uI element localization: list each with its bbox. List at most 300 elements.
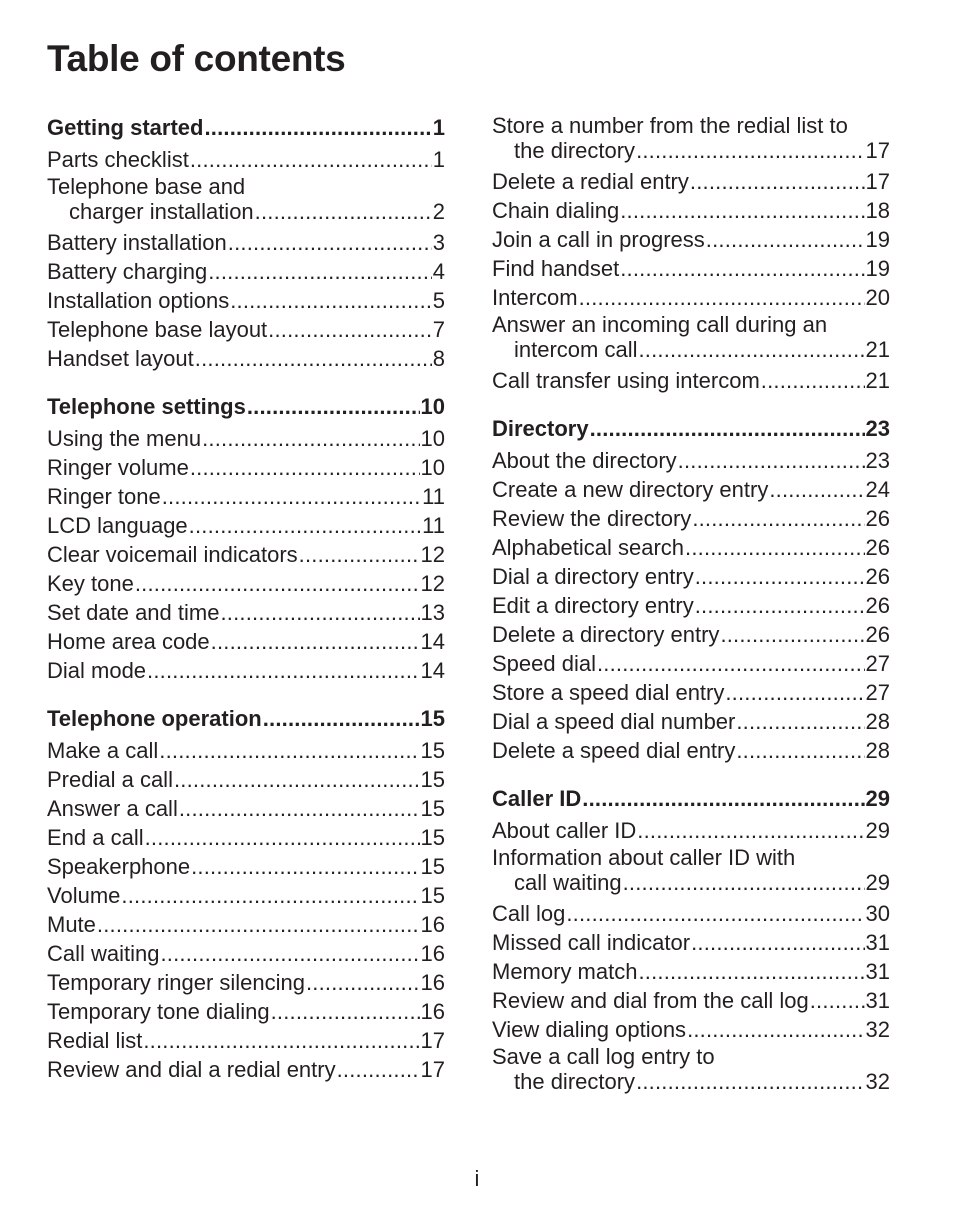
- toc-page-number: 29: [865, 870, 890, 895]
- toc-label: the directory: [514, 1069, 636, 1094]
- toc-row: [492, 167, 890, 196]
- toc-label: Installation options: [47, 288, 230, 313]
- dot-leader: [211, 627, 420, 656]
- toc-label: View dialing options: [492, 1017, 687, 1042]
- toc-entry-call-log[interactable]: [492, 899, 890, 928]
- dot-leader: [620, 196, 864, 225]
- dot-leader: [255, 199, 432, 224]
- toc-entry-mute[interactable]: [47, 910, 445, 939]
- toc-entry-answer-a-call[interactable]: [47, 794, 445, 823]
- toc-row: [492, 736, 890, 765]
- dot-leader: [736, 707, 864, 736]
- toc-label: About the directory: [492, 448, 677, 473]
- dot-leader: [590, 414, 865, 443]
- toc-page-number: 31: [865, 959, 890, 984]
- toc-row: [492, 225, 890, 254]
- toc-page-number: 26: [865, 506, 890, 531]
- toc-label: Clear voicemail indicators: [47, 542, 298, 567]
- toc-page-number: 29: [865, 818, 890, 843]
- toc-row: [492, 196, 890, 225]
- toc-label: Telephone operation: [47, 706, 262, 731]
- toc-page-number: 15: [420, 825, 445, 850]
- toc-row: [492, 533, 890, 562]
- toc-entry-delete-a-speed-dial-entry[interactable]: [492, 736, 890, 765]
- toc-entry-about-the-directory[interactable]: [492, 446, 890, 475]
- toc-page-number: 10: [420, 394, 445, 419]
- toc-entry-information-about-caller-id-with-call-waiting[interactable]: [492, 845, 890, 895]
- toc-page-number: 1: [432, 115, 445, 140]
- toc-page-number: 28: [865, 738, 890, 763]
- toc-row: [47, 424, 445, 453]
- dot-leader: [636, 1069, 864, 1094]
- toc-page-number: 19: [865, 256, 890, 281]
- dot-leader: [161, 939, 420, 968]
- toc-entry-temporary-ringer-silencing[interactable]: [47, 968, 445, 997]
- dot-leader: [638, 957, 864, 986]
- toc-row: [47, 315, 445, 344]
- toc-page-number: 2: [432, 199, 445, 224]
- toc-entry-memory-match[interactable]: [492, 957, 890, 986]
- toc-page-number: 28: [865, 709, 890, 734]
- toc-section-telephone-operation: [47, 704, 445, 1084]
- dot-leader: [191, 852, 419, 881]
- toc-label: Using the menu: [47, 426, 202, 451]
- toc-label: Set date and time: [47, 600, 220, 625]
- toc-label: Speed dial: [492, 651, 596, 676]
- toc-row: [492, 870, 890, 895]
- dot-leader: [706, 225, 865, 254]
- toc-page-number: 1: [432, 147, 445, 172]
- toc-page-number: 11: [422, 513, 445, 538]
- toc-section-telephone-settings: [47, 392, 445, 685]
- toc-label-line: Save a call log entry to: [492, 1044, 715, 1069]
- toc-label: Telephone base layout: [47, 317, 268, 342]
- dot-leader: [761, 366, 865, 395]
- toc-page-number: 27: [865, 651, 890, 676]
- dot-leader: [147, 656, 419, 685]
- toc-column-right: [492, 113, 890, 1113]
- toc-section-caller-id: [492, 784, 890, 1094]
- toc-row: [47, 794, 445, 823]
- toc-page-number: 26: [865, 622, 890, 647]
- toc-row: [492, 986, 890, 1015]
- toc-label: charger installation: [69, 199, 254, 224]
- toc-row: [492, 562, 890, 591]
- toc-label: Getting started: [47, 115, 204, 140]
- toc-entry-redial-list[interactable]: [47, 1026, 445, 1055]
- toc-row: [492, 816, 890, 845]
- toc-row: [492, 414, 890, 443]
- dot-leader: [202, 424, 419, 453]
- toc-page-number: 17: [865, 138, 890, 163]
- page-title: Table of contents: [47, 38, 346, 79]
- toc-page-number: 7: [432, 317, 445, 342]
- toc-entry-missed-call-indicator[interactable]: [492, 928, 890, 957]
- toc-entry-end-a-call[interactable]: [47, 823, 445, 852]
- toc-label: Memory match: [492, 959, 638, 984]
- toc-entry-installation-options[interactable]: [47, 286, 445, 315]
- toc-entry-telephone-base-layout[interactable]: [47, 315, 445, 344]
- toc-row: [492, 1069, 890, 1094]
- toc-page-number: 32: [865, 1069, 890, 1094]
- toc-heading-directory[interactable]: [492, 414, 890, 443]
- toc-page-number: 15: [420, 738, 445, 763]
- toc-label: Intercom: [492, 285, 578, 310]
- toc-label: Predial a call: [47, 767, 173, 792]
- toc-entry-review-and-dial-a-redial-entry[interactable]: [47, 1055, 445, 1084]
- dot-leader: [299, 540, 420, 569]
- dot-leader: [720, 620, 864, 649]
- dot-leader: [337, 1055, 420, 1084]
- toc-entry-review-the-directory[interactable]: [492, 504, 890, 533]
- toc-heading-telephone-settings[interactable]: [47, 392, 445, 421]
- toc-page-number: 16: [420, 999, 445, 1024]
- toc-row: [47, 482, 445, 511]
- toc-entry-make-a-call[interactable]: [47, 736, 445, 765]
- dot-leader: [204, 113, 431, 142]
- dot-leader: [736, 736, 864, 765]
- toc-page-number: 14: [420, 658, 445, 683]
- dot-leader: [692, 504, 864, 533]
- toc-label: Dial a speed dial number: [492, 709, 736, 734]
- dot-leader: [230, 286, 432, 315]
- toc-label: Join a call in progress: [492, 227, 705, 252]
- toc-page-number: 23: [865, 416, 890, 441]
- toc-label-line: Store a number from the redial list to: [492, 113, 848, 138]
- toc-row: [47, 113, 445, 142]
- toc-entry-edit-a-directory-entry[interactable]: [492, 591, 890, 620]
- toc-entry-speed-dial[interactable]: [492, 649, 890, 678]
- toc-label: Review the directory: [492, 506, 692, 531]
- toc-row: [47, 598, 445, 627]
- toc-row: [47, 257, 445, 286]
- toc-label: Parts checklist: [47, 147, 189, 172]
- toc-page-number: 18: [865, 198, 890, 223]
- toc-row: [492, 649, 890, 678]
- toc-label: Dial a directory entry: [492, 564, 694, 589]
- toc-entry-review-and-dial-from-the-call-log[interactable]: [492, 986, 890, 1015]
- dot-leader: [636, 138, 864, 163]
- toc-label: Edit a directory entry: [492, 593, 694, 618]
- toc-section-directory: [492, 414, 890, 765]
- toc-label: Delete a speed dial entry: [492, 738, 736, 763]
- toc-label-line: Answer an incoming call during an: [492, 312, 828, 337]
- toc-entry-battery-charging[interactable]: [47, 257, 445, 286]
- toc-row: [47, 1055, 445, 1084]
- toc-entry-temporary-tone-dialing[interactable]: [47, 997, 445, 1026]
- toc-row: [47, 145, 445, 174]
- toc-row: [492, 504, 890, 533]
- toc-label: Dial mode: [47, 658, 147, 683]
- toc-label: Delete a redial entry: [492, 169, 689, 194]
- toc-row: [47, 852, 445, 881]
- toc-label: Make a call: [47, 738, 159, 763]
- toc-entry-speakerphone[interactable]: [47, 852, 445, 881]
- toc-label: Ringer tone: [47, 484, 161, 509]
- toc-label: Speakerphone: [47, 854, 191, 879]
- toc-row: [492, 475, 890, 504]
- dot-leader: [268, 315, 432, 344]
- dot-leader: [228, 228, 432, 257]
- toc-page-number: 21: [865, 368, 890, 393]
- dot-leader: [690, 167, 865, 196]
- toc-page-number: 5: [432, 288, 445, 313]
- dot-leader: [145, 823, 420, 852]
- toc-label: Mute: [47, 912, 96, 937]
- toc-heading-caller-id[interactable]: [492, 784, 890, 813]
- toc-entry-handset-layout[interactable]: [47, 344, 445, 373]
- toc-entry-lcd-language[interactable]: [47, 511, 445, 540]
- toc-entry-predial-a-call[interactable]: [47, 765, 445, 794]
- toc-entry-ringer-volume[interactable]: [47, 453, 445, 482]
- toc-entry-about-caller-id[interactable]: [492, 816, 890, 845]
- dot-leader: [582, 784, 864, 813]
- toc-label: Call log: [492, 901, 566, 926]
- toc-row: [47, 881, 445, 910]
- toc-page-number: 21: [865, 337, 890, 362]
- dot-leader: [620, 254, 864, 283]
- toc-label: Alphabetical search: [492, 535, 685, 560]
- toc-page-number: 20: [865, 285, 890, 310]
- toc-label: Directory: [492, 416, 589, 441]
- toc-entry-find-handset[interactable]: [492, 254, 890, 283]
- toc-entry-ringer-tone[interactable]: [47, 482, 445, 511]
- dot-leader: [190, 453, 420, 482]
- toc-row: [492, 620, 890, 649]
- toc-entry-key-tone[interactable]: [47, 569, 445, 598]
- dot-leader: [263, 704, 420, 733]
- toc-row: [47, 939, 445, 968]
- toc-page-number: 32: [865, 1017, 890, 1042]
- toc-page-number: 15: [420, 767, 445, 792]
- toc-row: [492, 707, 890, 736]
- toc-entry-battery-installation[interactable]: [47, 228, 445, 257]
- toc-row: [47, 569, 445, 598]
- toc-label: Answer a call: [47, 796, 178, 821]
- toc-section-getting-started: [47, 113, 445, 373]
- toc-label: intercom call: [514, 337, 638, 362]
- toc-page-number: 31: [865, 988, 890, 1013]
- toc-label: Volume: [47, 883, 121, 908]
- toc-entry-view-dialing-options[interactable]: [492, 1015, 890, 1044]
- toc-row: [492, 366, 890, 395]
- toc-entry-create-a-new-directory-entry[interactable]: [492, 475, 890, 504]
- toc-row: [492, 283, 890, 312]
- toc-label: About caller ID: [492, 818, 637, 843]
- dot-leader: [725, 678, 864, 707]
- toc-row: [492, 446, 890, 475]
- toc-entry-answer-an-incoming-call-during-an-intercom-call[interactable]: [492, 312, 890, 362]
- dot-leader: [306, 968, 420, 997]
- dot-leader: [208, 257, 432, 286]
- toc-row: [492, 957, 890, 986]
- toc-entry-dial-mode[interactable]: [47, 656, 445, 685]
- toc-page-number: 11: [422, 484, 445, 509]
- toc-row: [47, 228, 445, 257]
- dot-leader: [638, 337, 864, 362]
- toc-label: Key tone: [47, 571, 134, 596]
- dot-leader: [687, 1015, 864, 1044]
- toc-page-number: 26: [865, 593, 890, 618]
- toc-page-number: 29: [865, 786, 890, 811]
- toc-label: Temporary ringer silencing: [47, 970, 305, 995]
- toc-row: [492, 784, 890, 813]
- toc-label: End a call: [47, 825, 144, 850]
- toc-entry-alphabetical-search[interactable]: [492, 533, 890, 562]
- toc-row: [492, 678, 890, 707]
- toc-entry-call-transfer-using-intercom[interactable]: [492, 366, 890, 395]
- toc-page-number: 16: [420, 941, 445, 966]
- toc-entry-volume[interactable]: [47, 881, 445, 910]
- dot-leader: [220, 598, 419, 627]
- dot-leader: [810, 986, 865, 1015]
- toc-entry-store-a-number-from-the-redial-list-to-the-directory[interactable]: [492, 113, 890, 163]
- toc-page-number: 10: [420, 426, 445, 451]
- dot-leader: [135, 569, 420, 598]
- toc-page-number: 17: [420, 1057, 445, 1082]
- toc-entry-intercom[interactable]: [492, 283, 890, 312]
- toc-column-left: [47, 113, 445, 1103]
- toc-page-number: 8: [432, 346, 445, 371]
- toc-label-line: Information about caller ID with: [492, 845, 796, 870]
- toc-label: Telephone settings: [47, 394, 246, 419]
- toc-row: [47, 627, 445, 656]
- dot-leader: [174, 765, 420, 794]
- toc-row: [492, 337, 890, 362]
- page-number: i: [474, 1166, 480, 1191]
- toc-entry-clear-voicemail-indicators[interactable]: [47, 540, 445, 569]
- toc-entry-delete-a-redial-entry[interactable]: [492, 167, 890, 196]
- dot-leader: [162, 482, 421, 511]
- toc-row: [47, 656, 445, 685]
- toc-row: [47, 910, 445, 939]
- toc-row: [47, 997, 445, 1026]
- toc-entry-save-a-call-log-entry-to-the-directory[interactable]: [492, 1044, 890, 1094]
- toc-page-number: 31: [865, 930, 890, 955]
- dot-leader: [579, 283, 865, 312]
- dot-leader: [143, 1026, 419, 1055]
- toc-page-number: 10: [420, 455, 445, 480]
- toc-label: Create a new directory entry: [492, 477, 769, 502]
- toc-page-number: 26: [865, 535, 890, 560]
- toc-label-line: Telephone base and: [47, 174, 246, 199]
- toc-entry-using-the-menu[interactable]: [47, 424, 445, 453]
- toc-label: Handset layout: [47, 346, 194, 371]
- toc-page-number: 12: [420, 542, 445, 567]
- toc-page-number: 16: [420, 970, 445, 995]
- toc-label: LCD language: [47, 513, 188, 538]
- toc-entry-chain-dialing[interactable]: [492, 196, 890, 225]
- toc-row: [47, 968, 445, 997]
- toc-entry-delete-a-directory-entry[interactable]: [492, 620, 890, 649]
- toc-page-number: 24: [865, 477, 890, 502]
- toc-page-number: 13: [420, 600, 445, 625]
- toc-label: Review and dial from the call log: [492, 988, 809, 1013]
- toc-label: the directory: [514, 138, 636, 163]
- toc-row: [47, 453, 445, 482]
- dot-leader: [195, 344, 432, 373]
- toc-page-number: 14: [420, 629, 445, 654]
- toc-entry-parts-checklist[interactable]: [47, 145, 445, 174]
- toc-label: Temporary tone dialing: [47, 999, 270, 1024]
- toc-row: [492, 899, 890, 928]
- toc-page-number: 4: [432, 259, 445, 284]
- toc-label: Ringer volume: [47, 455, 189, 480]
- dot-leader: [685, 533, 865, 562]
- toc-page-number: 27: [865, 680, 890, 705]
- toc-label: Store a speed dial entry: [492, 680, 725, 705]
- toc-label: Chain dialing: [492, 198, 620, 223]
- dot-leader: [190, 145, 432, 174]
- dot-leader: [678, 446, 865, 475]
- dot-leader: [247, 392, 420, 421]
- toc-page-number: 15: [420, 796, 445, 821]
- dot-leader: [769, 475, 864, 504]
- toc-page-number: 12: [420, 571, 445, 596]
- toc-label: Call waiting: [47, 941, 160, 966]
- toc-row: [492, 591, 890, 620]
- toc-entry-telephone-base-and-charger-installation[interactable]: [47, 174, 445, 224]
- toc-page-number: 30: [865, 901, 890, 926]
- toc-page-number: 16: [420, 912, 445, 937]
- dot-leader: [623, 870, 865, 895]
- toc-entry-dial-a-speed-dial-number[interactable]: [492, 707, 890, 736]
- dot-leader: [637, 816, 864, 845]
- toc-row: [492, 1015, 890, 1044]
- dot-leader: [597, 649, 865, 678]
- toc-entry-set-date-and-time[interactable]: [47, 598, 445, 627]
- toc-entry-dial-a-directory-entry[interactable]: [492, 562, 890, 591]
- dot-leader: [159, 736, 419, 765]
- toc-page-number: 26: [865, 564, 890, 589]
- toc-entry-home-area-code[interactable]: [47, 627, 445, 656]
- dot-leader: [695, 591, 865, 620]
- dot-leader: [695, 562, 865, 591]
- toc-label: Missed call indicator: [492, 930, 691, 955]
- toc-label: call waiting: [514, 870, 622, 895]
- toc-row: [47, 823, 445, 852]
- toc-label: Call transfer using intercom: [492, 368, 760, 393]
- toc-row: [47, 765, 445, 794]
- toc-page-number: 17: [865, 169, 890, 194]
- toc-label: Battery charging: [47, 259, 208, 284]
- toc-row: [47, 511, 445, 540]
- dot-leader: [271, 997, 420, 1026]
- toc-label: Home area code: [47, 629, 210, 654]
- toc-heading-telephone-operation[interactable]: [47, 704, 445, 733]
- toc-page-number: 15: [420, 706, 445, 731]
- toc-row: [47, 736, 445, 765]
- toc-label: Redial list: [47, 1028, 143, 1053]
- dot-leader: [121, 881, 419, 910]
- toc-label: Delete a directory entry: [492, 622, 720, 647]
- toc-heading-getting-started[interactable]: [47, 113, 445, 142]
- toc-page-number: 15: [420, 883, 445, 908]
- toc-row: [47, 392, 445, 421]
- toc-section-continued: [492, 113, 890, 395]
- toc-page-number: 3: [432, 230, 445, 255]
- toc-row: [492, 138, 890, 163]
- toc-page-number: 15: [420, 854, 445, 879]
- toc-row: [492, 254, 890, 283]
- toc-page-number: 23: [865, 448, 890, 473]
- toc-entry-call-waiting[interactable]: [47, 939, 445, 968]
- toc-entry-store-a-speed-dial-entry[interactable]: [492, 678, 890, 707]
- toc-row: [47, 286, 445, 315]
- toc-entry-join-a-call-in-progress[interactable]: [492, 225, 890, 254]
- toc-row: [47, 704, 445, 733]
- toc-label: Caller ID: [492, 786, 582, 811]
